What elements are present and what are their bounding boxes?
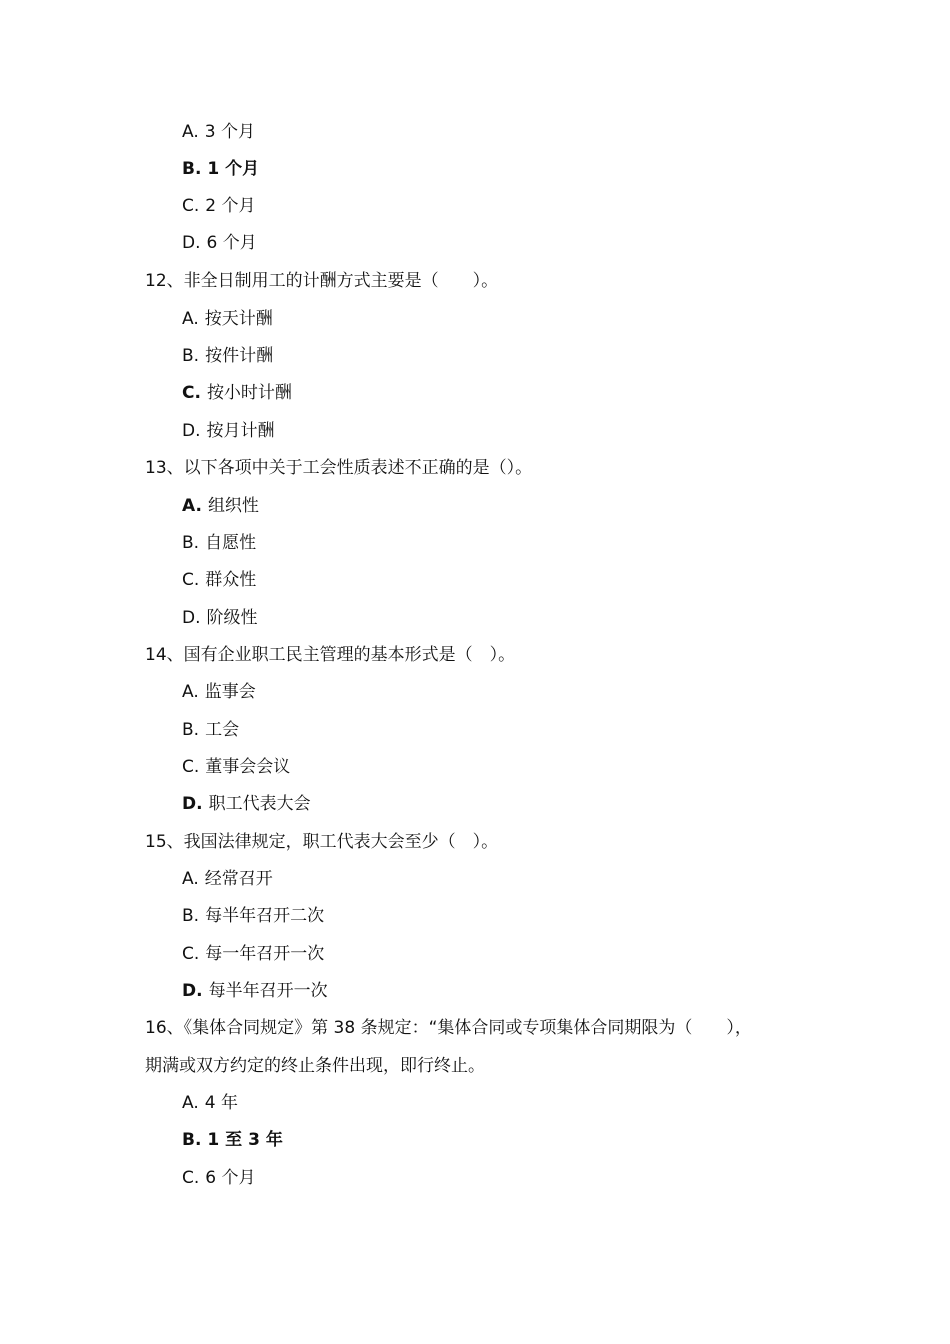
option-letter: C.: [182, 196, 200, 216]
option-letter: B.: [182, 1130, 202, 1150]
option-letter: C.: [182, 1168, 200, 1188]
option-line: [182, 158, 259, 180]
option-line: [182, 719, 239, 741]
option-line: [182, 495, 259, 517]
option-letter: A.: [182, 309, 199, 329]
option-text: 自愿性: [205, 533, 257, 553]
option-letter: A.: [182, 682, 199, 702]
option-letter: B.: [182, 159, 202, 179]
option-letter: A.: [182, 1093, 199, 1113]
option-text: 董事会会议: [205, 757, 291, 777]
option-text: 监事会: [204, 682, 256, 702]
question-13: 13、以下各项中关于工会性质表述不正确的是（）。: [145, 458, 533, 478]
question-14: 14、国有企业职工民主管理的基本形式是（ ）。: [145, 645, 516, 665]
question-15: 15、我国法律规定，职工代表大会至少（ ）。: [145, 832, 499, 852]
option-text: 经常召开: [204, 869, 273, 889]
option-text: 4 年: [204, 1093, 238, 1113]
option-text: 按天计酬: [204, 309, 273, 329]
option-line: [182, 345, 273, 367]
option-line: [182, 943, 324, 965]
option-letter: C.: [182, 570, 200, 590]
option-text: 组织性: [207, 496, 259, 516]
option-text: 职工代表大会: [208, 794, 311, 814]
option-line: [182, 569, 256, 591]
option-text: 阶级性: [206, 608, 258, 628]
option-text: 每半年召开二次: [205, 906, 325, 926]
option-line: [182, 1167, 256, 1189]
option-letter: B.: [182, 906, 200, 926]
option-letter: C.: [182, 944, 200, 964]
option-line: [182, 420, 275, 442]
option-text: 群众性: [205, 570, 257, 590]
option-letter: B.: [182, 720, 200, 740]
option-letter: D.: [182, 421, 201, 441]
option-letter: A.: [182, 496, 202, 516]
option-text: 按月计酬: [206, 421, 275, 441]
option-line: [182, 121, 255, 143]
option-letter: A.: [182, 869, 199, 889]
option-letter: D.: [182, 981, 203, 1001]
option-line: [182, 905, 324, 927]
option-letter: C.: [182, 757, 200, 777]
option-text: 按小时计酬: [206, 383, 292, 403]
option-letter: B.: [182, 533, 200, 553]
option-line: [182, 232, 257, 254]
option-letter: B.: [182, 346, 200, 366]
option-line: [182, 532, 256, 554]
option-text: 每一年召开一次: [205, 944, 325, 964]
option-line: [182, 382, 292, 404]
option-line: [182, 868, 273, 890]
option-text: 1 至 3 年: [207, 1130, 283, 1150]
option-letter: D.: [182, 233, 201, 253]
option-text: 6 个月: [205, 1168, 256, 1188]
question-12: 12、非全日制用工的计酬方式主要是（ ）。: [145, 271, 499, 291]
option-line: [182, 308, 273, 330]
option-line: [182, 1129, 283, 1151]
question-16: 16、《集体合同规定》第 38 条规定：“集体合同或专项集体合同期限为（ ），: [145, 1018, 752, 1038]
option-line: [182, 681, 256, 703]
option-line: [182, 756, 290, 778]
option-letter: A.: [182, 122, 199, 142]
option-letter: D.: [182, 794, 203, 814]
option-text: 6 个月: [206, 233, 257, 253]
option-letter: C.: [182, 383, 201, 403]
option-text: 工会: [205, 720, 240, 740]
question-16-continued: 期满或双方约定的终止条件出现，即行终止。: [145, 1056, 485, 1076]
option-text: 按件计酬: [205, 346, 274, 366]
option-line: [182, 607, 258, 629]
option-line: [182, 793, 311, 815]
option-letter: D.: [182, 608, 201, 628]
option-text: 3 个月: [204, 122, 255, 142]
option-line: [182, 1092, 238, 1114]
option-text: 2 个月: [205, 196, 256, 216]
option-text: 1 个月: [207, 159, 260, 179]
option-text: 每半年召开一次: [208, 981, 328, 1001]
option-line: [182, 980, 328, 1002]
option-line: [182, 195, 256, 217]
